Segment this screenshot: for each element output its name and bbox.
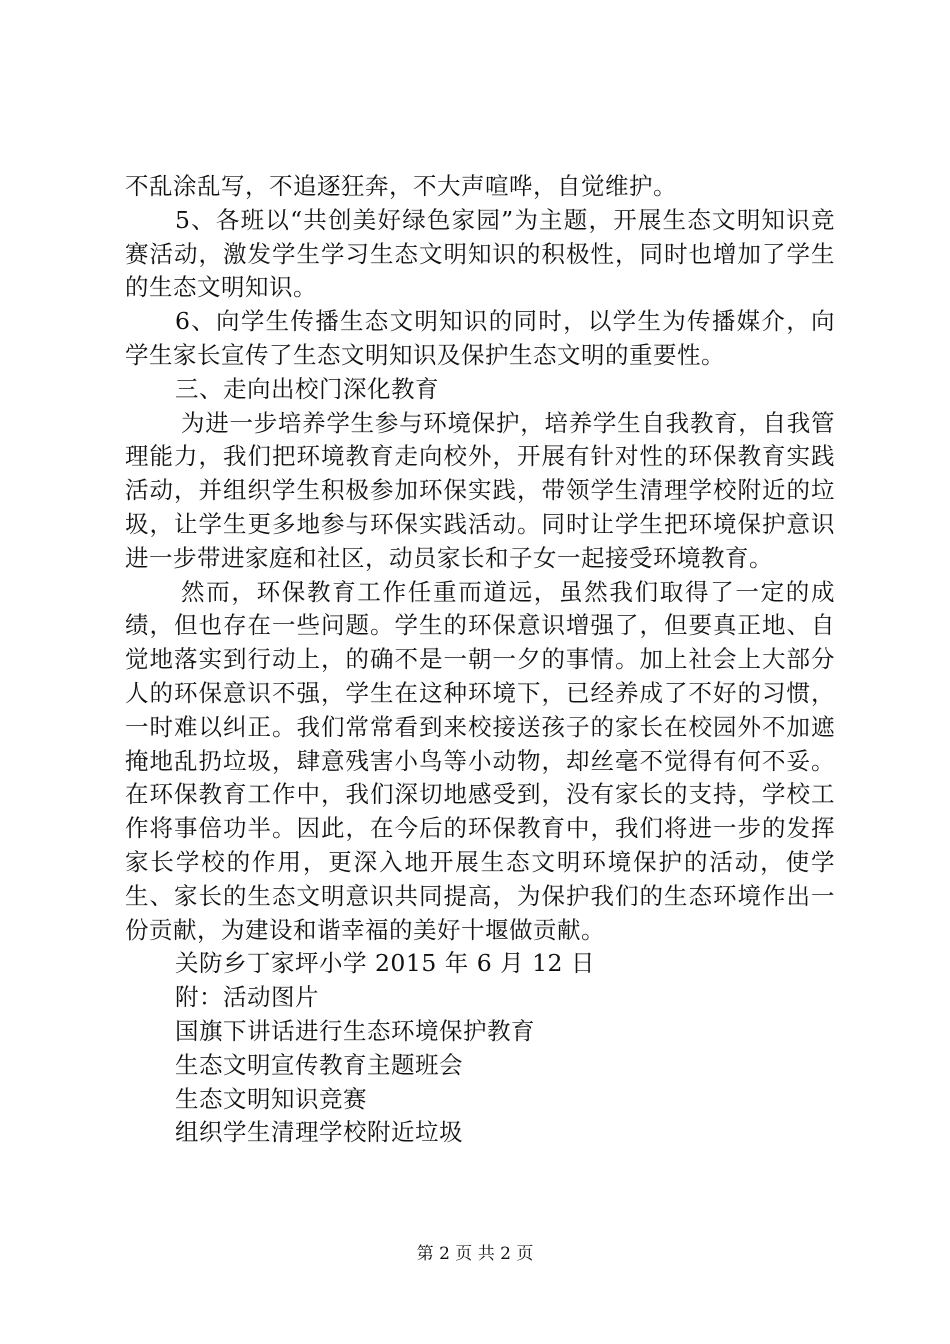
attachment-item: 生态文明宣传教育主题班会 [175,1050,463,1079]
attachment-item: 组织学生清理学校附近垃圾 [175,1118,463,1147]
paragraph-outreach: 为进一步培养学生参与环境保护，培养学生自我教育，自我管理能力，我们把环境教育走向校外，开展有针对性的环保教育实践活动，并组织学生积极参加环保实践，带领学生清理学校附近的垃圾，让学生更多地参与环保实践活动。同时让学生把环境保护意识进一步带进家庭和社区，动员家长和子女一起接受环境教育。 [125,408,835,572]
document-body [125,170,835,1150]
attachment-item: 国旗下讲话进行生态环境保护教育 [175,1016,535,1045]
paragraph-conclusion: 然而，环保教育工作任重而道远，虽然我们取得了一定的成绩，但也存在一些问题。学生的环保意识增强了，但要真正地、自觉地落实到行动上，的确不是一朝一夕的事情。加上社会上大部分人的环保意识不强，学生在这种环境下，已经养成了不好的习惯，一时难以纠正。我们常常看到来校接送孩子的家长在校园外不加遮掩地乱扔垃圾，肆意残害小鸟等小动物，却丝毫不觉得有何不妥。在环保教育工作中，我们深切地感受到，没有家长的支持，学校工作将事倍功半。因此，在今后的环保教育中，我们将进一步的发挥家长学校的作用，更深入地开展生态文明环境保护的活动，使学生、家长的生态文明意识共同提高，为保护我们的生态环境作出一份贡献，为建设和谐幸福的美好十堰做贡献。 [125,577,835,944]
paragraph-item-5: 5、各班以“共创美好绿色家园”为主题，开展生态文明知识竞赛活动，激发学生学习生态文明知识的积极性，同时也增加了学生的生态文明知识。 [125,205,835,302]
paragraph-item-6: 6、向学生传播生态文明知识的同时，以学生为传播媒介，向学生家长宣传了生态文明知识及保护生态文明的重要性。 [125,307,835,369]
page-number-footer: 第 2 页 共 2 页 [416,1244,534,1264]
signature-date: 关防乡丁家坪小学 2015 年 6 月 12 日 [175,949,595,978]
section-heading: 三、走向出校门深化教育 [175,374,439,403]
attachment-heading: 附：活动图片 [175,983,319,1012]
attachment-item: 生态文明知识竞赛 [175,1084,367,1113]
paragraph-continuation: 不乱涂乱写，不追逐狂奔，不大声喧哗，自觉维护。 [125,172,677,200]
